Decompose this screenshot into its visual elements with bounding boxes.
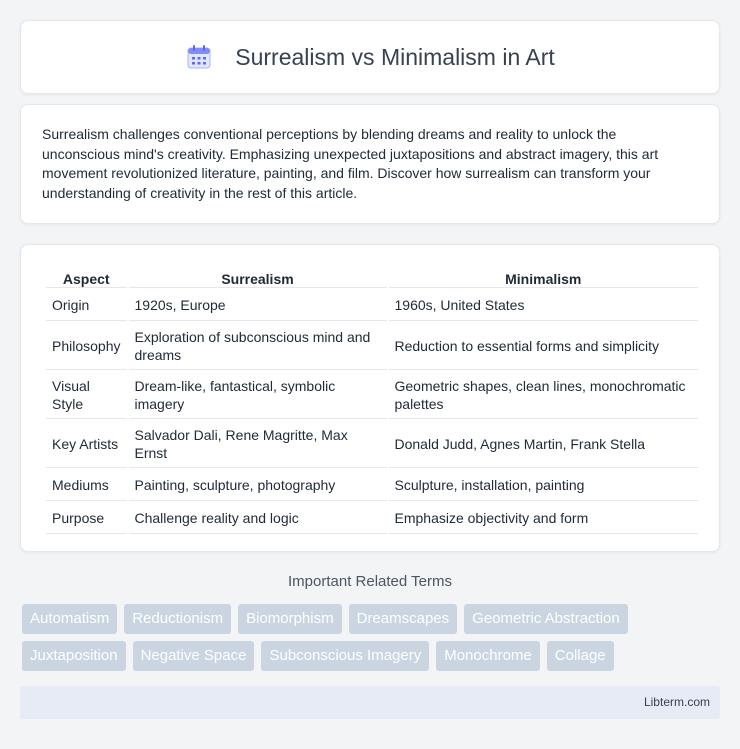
term-tag-juxtaposition[interactable]: Juxtaposition <box>22 641 126 671</box>
term-tag-negative-space[interactable]: Negative Space <box>133 641 255 671</box>
table-row <box>46 470 698 501</box>
comparison-table <box>44 265 700 536</box>
term-tag-monochrome[interactable]: Monochrome <box>436 641 540 671</box>
term-tag-automatism[interactable]: Automatism <box>22 604 117 634</box>
cell-surrealism: 1920s, Europe <box>129 290 387 321</box>
page-title: Surrealism vs Minimalism in Art <box>235 43 555 70</box>
intro-text: Surrealism challenges conventional perceptions by blending dreams and reality to unlock the unconscious mind's creativity. Emphasizing unexpected juxtapositions and abstract imagery, this art movement revolutionized literature, painting, and film. Discover how surrealism can transform your understanding of creativity in the rest of this article. <box>42 126 659 201</box>
cell-aspect: Key Artists <box>46 421 127 468</box>
cell-aspect: Origin <box>46 290 127 321</box>
term-tag-dreamscapes[interactable]: Dreamscapes <box>349 604 458 634</box>
header-aspect: Aspect <box>46 267 127 288</box>
related-terms-list <box>22 604 722 671</box>
calendar-icon <box>185 43 213 71</box>
table-header-row <box>46 267 698 288</box>
table-row <box>46 372 698 419</box>
cell-minimalism: Donald Judd, Agnes Martin, Frank Stella <box>389 421 699 468</box>
table-row <box>46 421 698 468</box>
footer <box>20 686 720 719</box>
intro-card <box>20 104 720 224</box>
table-row <box>46 503 698 534</box>
cell-aspect: Philosophy <box>46 323 127 370</box>
term-tag-geometric-abstraction[interactable]: Geometric Abstraction <box>464 604 628 634</box>
cell-minimalism: Sculpture, installation, painting <box>389 470 699 501</box>
cell-aspect: Visual Style <box>46 372 127 419</box>
term-tag-reductionism[interactable]: Reductionism <box>124 604 231 634</box>
comparison-table-card <box>20 244 720 552</box>
cell-aspect: Purpose <box>46 503 127 534</box>
cell-surrealism: Painting, sculpture, photography <box>129 470 387 501</box>
cell-surrealism: Dream-like, fantastical, symbolic imagery <box>129 372 387 419</box>
header-minimalism: Minimalism <box>389 267 699 288</box>
cell-aspect: Mediums <box>46 470 127 501</box>
term-tag-collage[interactable]: Collage <box>547 641 614 671</box>
cell-minimalism: Reduction to essential forms and simplicity <box>389 323 699 370</box>
term-tag-biomorphism[interactable]: Biomorphism <box>238 604 342 634</box>
cell-minimalism: Geometric shapes, clean lines, monochromatic palettes <box>389 372 699 419</box>
cell-surrealism: Salvador Dali, Rene Magritte, Max Ernst <box>129 421 387 468</box>
footer-brand-link[interactable]: Libterm.com <box>643 695 710 709</box>
cell-minimalism: Emphasize objectivity and form <box>389 503 699 534</box>
cell-surrealism: Challenge reality and logic <box>129 503 387 534</box>
related-terms-title: Important Related Terms <box>288 573 452 590</box>
term-tag-subconscious-imagery[interactable]: Subconscious Imagery <box>261 641 429 671</box>
cell-surrealism: Exploration of subconscious mind and dreams <box>129 323 387 370</box>
table-row <box>46 290 698 321</box>
title-card <box>20 20 720 94</box>
cell-minimalism: 1960s, United States <box>389 290 699 321</box>
table-row <box>46 323 698 370</box>
header-surrealism: Surrealism <box>129 267 387 288</box>
